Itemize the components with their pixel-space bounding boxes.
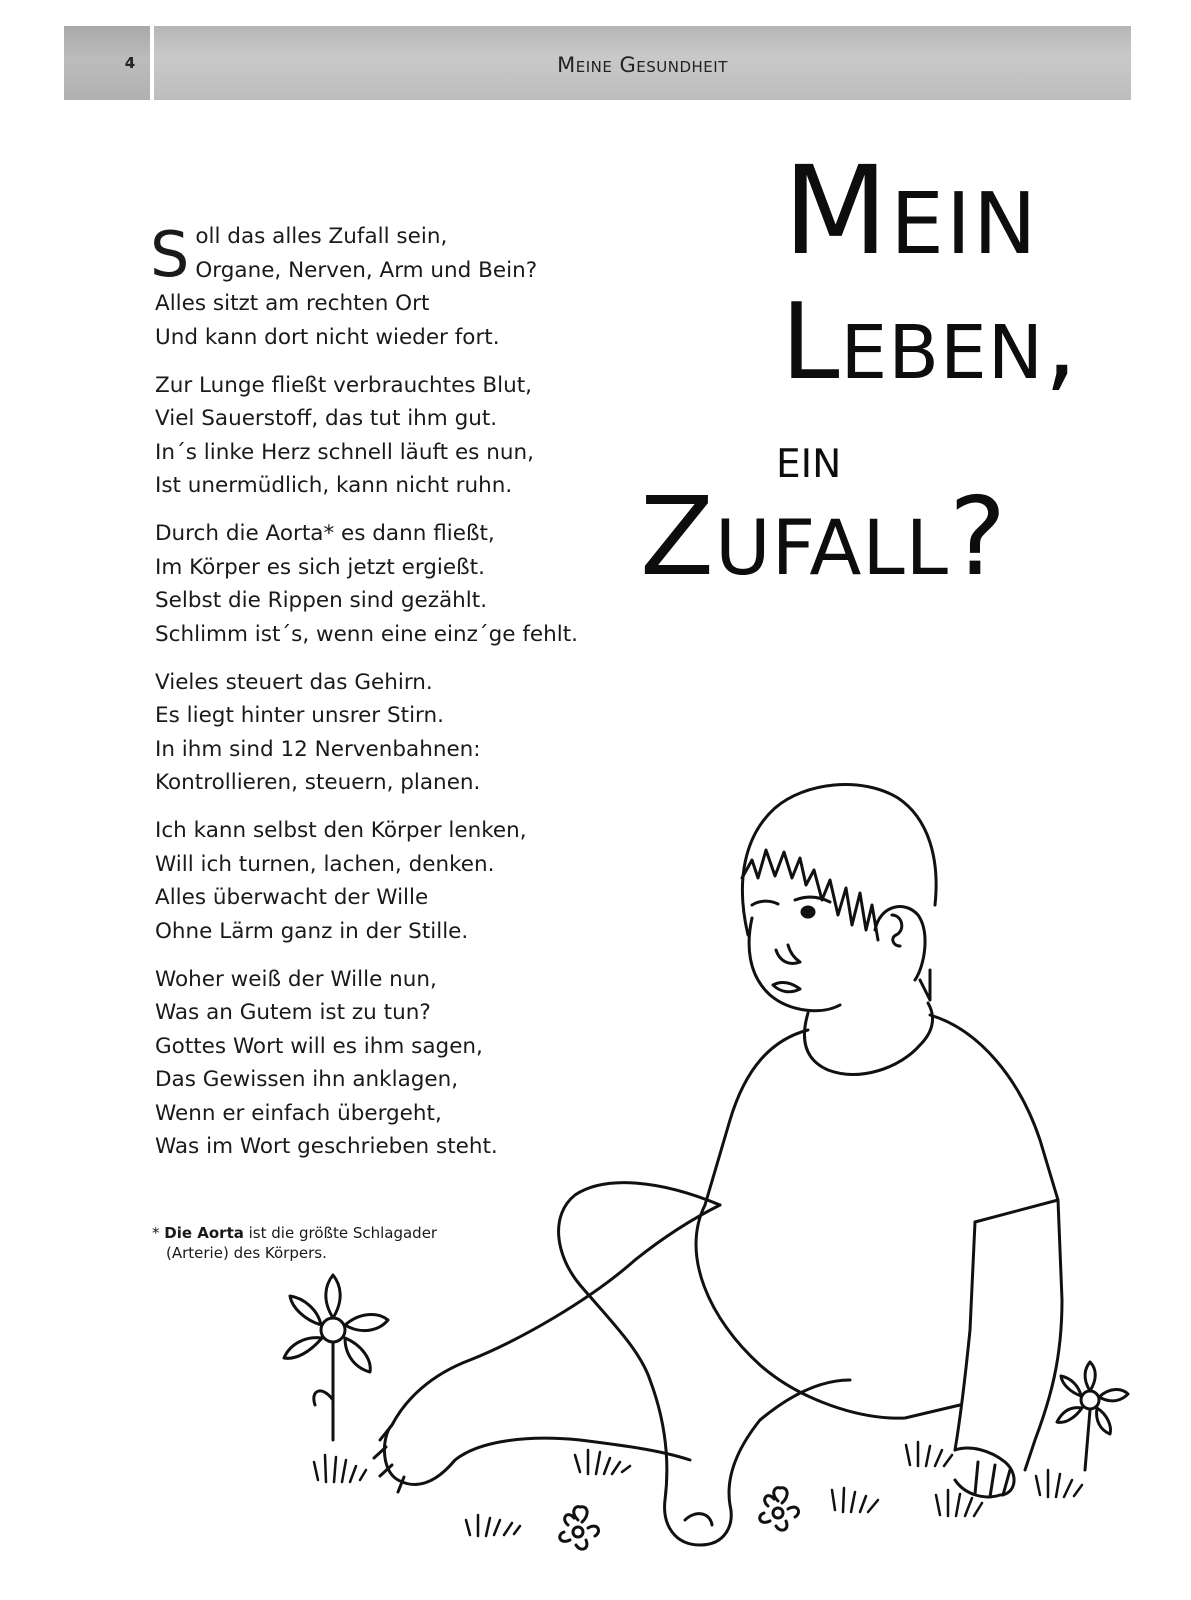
boy-legs (374, 1183, 850, 1545)
poem-line: oll das alles Zufall sein, (195, 224, 448, 249)
poem-line: Gottes Wort will es ihm sagen, (155, 1033, 483, 1059)
poem-line: Was an Gutem ist zu tun? (155, 1000, 431, 1025)
boy-head (742, 785, 936, 1011)
poem-line: Wenn er einfach übergeht, (155, 1100, 442, 1126)
poem-line: Ich kann selbst den Körper lenken, (155, 818, 527, 843)
poem-line: Durch die Aorta* es dann fließt, (155, 521, 495, 546)
poem-line: Im Körper es sich jetzt ergießt. (155, 554, 485, 580)
boy-body (696, 1003, 1062, 1497)
poem-line: Will ich turnen, lachen, denken. (155, 851, 495, 877)
poem-line: Was im Wort geschrieben steht. (155, 1134, 498, 1159)
poem-line: In´s linke Herz schnell läuft es nun, (155, 439, 534, 465)
footnote-line-2: (Arterie) des Körpers. (166, 1244, 327, 1262)
poem-line: Alles sitzt am rechten Ort (155, 291, 430, 316)
poem-line: Und kann dort nicht wieder fort. (155, 324, 500, 350)
title-line-3: ein (776, 426, 842, 491)
title-line-4: Zufall? (640, 475, 1008, 600)
poem-line: Es liegt hinter unsrer Stirn. (155, 703, 444, 728)
footnote-marker: * (152, 1224, 165, 1242)
drop-cap: S (150, 218, 190, 291)
poem-line: Organe, Nerven, Arm und Bein? (195, 257, 538, 283)
section-title: Meine Gesundheit (557, 53, 728, 77)
poem-line: Zur Lunge fließt verbrauchtes Blut, (155, 372, 532, 398)
title-line-1: Mein (783, 140, 1039, 282)
page-number: 4 (124, 54, 136, 72)
poem-line: Ist unermüdlich, kann nicht ruhn. (155, 473, 513, 498)
poem-line: Viel Sauerstoff, das tut ihm gut. (155, 406, 498, 431)
flower-icon (1057, 1362, 1128, 1470)
poem-line: Vieles steuert das Gehirn. (155, 669, 433, 695)
flower-icon (284, 1275, 388, 1440)
footnote-term: Die Aorta (164, 1224, 244, 1242)
poem-line: In ihm sind 12 Nervenbahnen: (155, 736, 481, 762)
title-line-2: Leben, (781, 281, 1079, 403)
footnote-text: ist die größte Schlagader (243, 1224, 438, 1242)
poem-line: Schlimm ist´s, wenn eine einz´ge fehlt. (155, 621, 579, 647)
poem-line: Das Gewissen ihn anklagen, (155, 1067, 459, 1092)
poem-line: Ohne Lärm ganz in der Stille. (155, 918, 469, 944)
poem-line: Woher weiß der Wille nun, (155, 966, 437, 992)
small-flower-icon (560, 1507, 599, 1549)
poem-line: Alles überwacht der Wille (155, 885, 429, 910)
poem-line: Selbst die Rippen sind gezählt. (155, 588, 488, 613)
grass (314, 1442, 1082, 1536)
small-flower-icon (760, 1488, 799, 1530)
poem-line: Kontrollieren, steuern, planen. (155, 770, 481, 795)
